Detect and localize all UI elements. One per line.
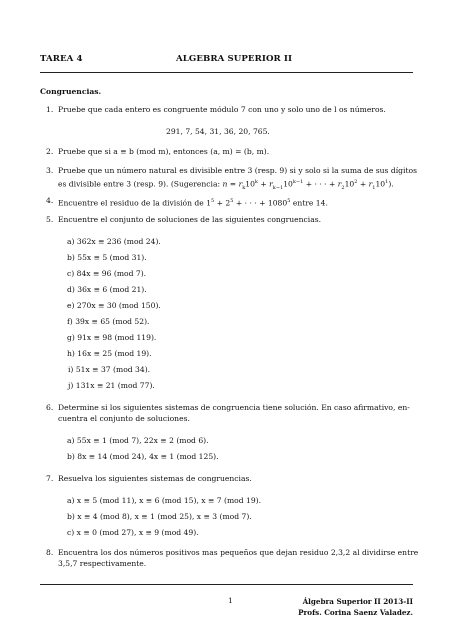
problem-1-list: 291, 7, 54, 31, 36, 20, 765. xyxy=(166,127,270,136)
p3-sub: 1 xyxy=(372,185,376,192)
list-item xyxy=(67,285,147,295)
item-text: 55x ≡ 5 (mod 31). xyxy=(77,253,147,262)
p3-var-r: r xyxy=(269,179,273,189)
list-item xyxy=(67,253,147,263)
problem-4-number: 4. xyxy=(46,196,54,205)
item-text: 8x ≡ 14 (mod 24), 4x ≡ 1 (mod 125). xyxy=(77,452,219,461)
item-text: x ≡ 0 (mod 27), x ≡ 9 (mod 49). xyxy=(76,528,199,537)
p3-sup: k−1 xyxy=(292,179,304,185)
problem-1-number: 1. xyxy=(46,105,54,114)
item-text: 131x ≡ 21 (mod 77). xyxy=(75,381,155,390)
p3-sup: k xyxy=(254,179,258,185)
p3-part: + xyxy=(257,179,270,189)
page-number: 1 xyxy=(228,596,233,605)
p3-part: + xyxy=(357,179,369,189)
list-item xyxy=(68,365,150,375)
problem-8-text-line2: 3,5,7 respectivamente. xyxy=(58,559,147,568)
p4-part: + 2 xyxy=(214,198,231,208)
p3-part: = xyxy=(227,179,239,189)
p4-part: entre 14. xyxy=(290,198,328,208)
p3-part: ). xyxy=(388,179,394,189)
item-text: 84x ≡ 96 (mod 7). xyxy=(76,269,147,278)
problem-2-number: 2. xyxy=(46,147,54,156)
footer-professor: Profs. Corina Saenz Valadez. xyxy=(298,608,413,617)
item-text: 51x ≡ 37 (mod 34). xyxy=(75,365,151,374)
item-label: c) xyxy=(67,269,75,278)
item-text: x ≡ 5 (mod 11), x ≡ 6 (mod 15), x ≡ 7 (mod 19). xyxy=(76,496,262,505)
list-item xyxy=(67,349,152,359)
p3-sub: k−1 xyxy=(272,185,284,192)
problem-4-text xyxy=(58,196,328,209)
list-item xyxy=(67,269,146,279)
item-label: i) xyxy=(68,365,74,374)
p3-var-r: r xyxy=(337,179,342,189)
problem-8-text-line1: Encuentra los dos números positivos mas pequeños que dejan residuo 2,3,2 al dividirse entre xyxy=(58,548,419,557)
p3-sup: 1 xyxy=(385,179,389,185)
item-label: a) xyxy=(67,436,75,445)
p4-sup: 5 xyxy=(230,198,234,204)
problem-3-number: 3. xyxy=(46,166,54,175)
list-item xyxy=(67,528,199,538)
problem-3-text-line1: Pruebe que un número natural es divisible entre 3 (resp. 9) si y solo si la suma de sus dígitos xyxy=(58,166,417,175)
item-label: a) xyxy=(67,496,75,505)
p3-part: 10 xyxy=(375,179,386,189)
list-item xyxy=(67,496,261,506)
p3-var-r: r xyxy=(368,179,373,189)
item-label: h) xyxy=(67,349,75,358)
item-label: e) xyxy=(67,301,75,310)
item-text: 39x ≡ 65 (mod 52). xyxy=(75,317,150,326)
section-title: Congruencias. xyxy=(40,87,102,96)
problem-1-text: Pruebe que cada entero es congruente módulo 7 con uno y solo uno de l os números. xyxy=(58,105,386,114)
header-rule xyxy=(40,72,413,73)
problem-3-text-line2 xyxy=(58,177,394,193)
problem-5-text: Encuentre el conjunto de soluciones de las siguientes congruencias. xyxy=(58,215,322,224)
header-left: TAREA 4 xyxy=(40,54,83,64)
footer-course: Álgebra Superior II 2013-II xyxy=(302,597,413,606)
item-text: 362x ≡ 236 (mod 24). xyxy=(76,237,161,246)
p4-part: Encuentre el residuo de la división de 1 xyxy=(58,198,212,208)
list-item xyxy=(67,301,161,311)
problem-6-text-line1: Determine si los siguientes sistemas de congruencia tiene solución. En caso afirmativo, en- xyxy=(58,403,410,412)
p3-var-r: r xyxy=(238,179,243,189)
item-text: 91x ≡ 98 (mod 119). xyxy=(77,333,157,342)
p3-part: 10 xyxy=(283,179,293,189)
p3-sub: 2 xyxy=(341,185,345,192)
p4-part: + · · · + 1080 xyxy=(233,198,288,208)
p3-part: 10 xyxy=(245,179,255,189)
problem-7-number: 7. xyxy=(46,474,54,483)
list-item xyxy=(67,237,161,247)
p4-sup: 5 xyxy=(287,198,291,204)
item-label: c) xyxy=(67,528,75,537)
item-text: 270x ≡ 30 (mod 150). xyxy=(76,301,161,310)
item-text: 16x ≡ 25 (mod 19). xyxy=(77,349,152,358)
footer-rule xyxy=(40,584,413,585)
problem-8-number: 8. xyxy=(46,548,54,557)
p3-part: 10 xyxy=(344,179,355,189)
item-text: 55x ≡ 1 (mod 7), 22x ≡ 2 (mod 6). xyxy=(76,436,209,445)
p3-var-n: n xyxy=(222,179,228,189)
list-item xyxy=(67,317,149,327)
item-label: b) xyxy=(67,512,75,521)
list-item xyxy=(67,333,156,343)
item-label: a) xyxy=(67,237,75,246)
item-text: 36x ≡ 6 (mod 21). xyxy=(77,285,147,294)
item-label: g) xyxy=(67,333,75,342)
problem-5-number: 5. xyxy=(46,215,54,224)
list-item xyxy=(68,381,155,391)
list-item xyxy=(67,452,219,462)
p3-part: es divisible entre 3 (resp. 9). (Sugerencia: xyxy=(58,179,223,189)
item-label: j) xyxy=(68,381,74,390)
p3-part: + · · · + xyxy=(303,179,338,189)
item-label: f) xyxy=(67,317,73,326)
p3-sup: 2 xyxy=(354,179,358,185)
p4-sup: 5 xyxy=(211,198,215,204)
p3-sub: k xyxy=(242,185,246,192)
problem-6-text-line2: cuentra el conjunto de soluciones. xyxy=(58,414,190,423)
problem-6-number: 6. xyxy=(46,403,54,412)
item-label: d) xyxy=(67,285,75,294)
list-item xyxy=(67,436,209,446)
header-right: ALGEBRA SUPERIOR II xyxy=(176,54,293,64)
problem-7-text: Resuelva los siguientes sistemas de congruencias. xyxy=(58,474,252,483)
list-item xyxy=(67,512,252,522)
problem-2-text: Pruebe que si a ≡ b (mod m), entonces (a, m) = (b, m). xyxy=(58,147,270,156)
item-text: x ≡ 4 (mod 8), x ≡ 1 (mod 25), x ≡ 3 (mod 7). xyxy=(77,512,252,521)
item-label: b) xyxy=(67,253,75,262)
item-label: b) xyxy=(67,452,75,461)
